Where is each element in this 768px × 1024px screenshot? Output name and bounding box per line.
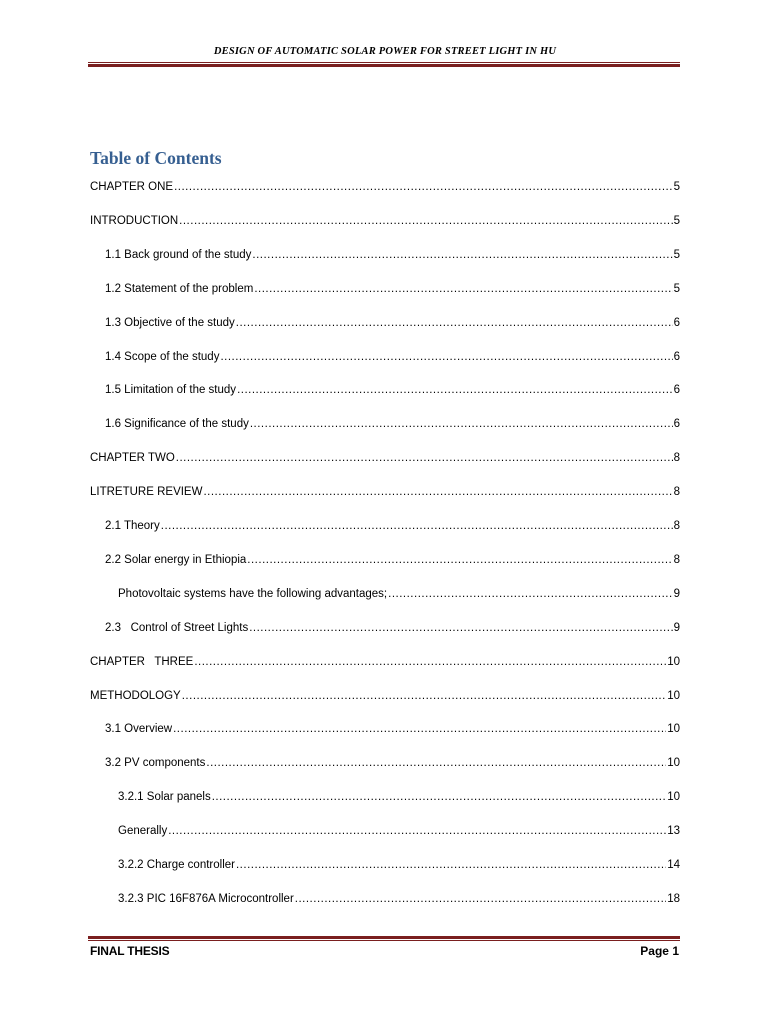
toc-entry-label: 1.5 Limitation of the study (105, 384, 237, 397)
toc-entry-label: 1.1 Back ground of the study (105, 248, 252, 261)
toc-entry-label: 3.2.2 Charge controller (118, 859, 235, 871)
running-header: DESIGN OF AUTOMATIC SOLAR POWER FOR STREET LIGHT IN HU (213, 46, 557, 57)
toc-entry-page: 6 (673, 384, 680, 397)
toc-dot-leader (250, 418, 673, 430)
toc-entry-page: 6 (673, 418, 680, 431)
toc-entry-label: 3.1 Overview (105, 723, 173, 736)
toc-entry[interactable] (105, 351, 680, 371)
footer-rule-thin (88, 940, 680, 941)
toc-entry-page: 13 (667, 825, 680, 838)
toc-entry-label: 2.2 Solar energy in Ethiopia (105, 553, 247, 566)
toc-entry[interactable] (105, 757, 680, 777)
toc-dot-leader (220, 351, 672, 363)
toc-entry-page: 8 (673, 520, 680, 532)
toc-entry-page: 10 (667, 723, 680, 736)
toc-dot-leader (168, 825, 666, 837)
toc-entry-page: 10 (667, 757, 680, 770)
toc-entry[interactable] (105, 520, 680, 540)
footer-page-number: Page 1 (640, 944, 679, 958)
toc-dot-leader (179, 215, 672, 227)
toc-entry-label: 2.3 Control of Street Lights (105, 621, 249, 634)
toc-dot-leader (247, 554, 672, 566)
toc-title: Table of Contents (90, 148, 222, 168)
toc-dot-leader (161, 520, 673, 532)
toc-dot-leader (206, 757, 666, 769)
toc-entry[interactable] (105, 554, 680, 574)
toc-entry-label: LITRETURE REVIEW (90, 486, 203, 499)
toc-entry-page: 6 (673, 316, 680, 329)
toc-entry-label: 2.1 Theory (105, 520, 160, 532)
toc-entry[interactable] (90, 215, 680, 235)
toc-entry-page: 10 (667, 655, 680, 668)
toc-dot-leader (173, 723, 666, 735)
toc-dot-leader (388, 588, 672, 600)
toc-entry-label: CHAPTER THREE (90, 655, 194, 668)
toc-entry[interactable] (105, 317, 680, 337)
toc-entry-label: 3.2.1 Solar panels (118, 791, 211, 804)
toc-dot-leader (249, 622, 672, 634)
toc-entry[interactable] (118, 893, 680, 913)
toc-entry-page: 5 (673, 214, 680, 227)
toc-entry[interactable] (90, 690, 680, 710)
toc-dot-leader (252, 249, 672, 261)
toc-entry-page: 8 (673, 553, 680, 566)
toc-entry-label: 3.2.3 PIC 16F876A Microcontroller (118, 892, 294, 905)
toc-dot-leader (203, 486, 672, 498)
toc-entry[interactable] (90, 656, 680, 676)
header-rule-thick (88, 64, 680, 67)
toc-entry-page: 8 (673, 486, 680, 499)
toc-entry-label: 1.2 Statement of the problem (105, 282, 254, 295)
toc-entry-page: 14 (667, 859, 680, 871)
toc-entry-label: INTRODUCTION (90, 214, 179, 227)
toc-entry-page: 8 (673, 452, 680, 465)
toc-dot-leader (174, 181, 673, 193)
toc-dot-leader (237, 384, 673, 396)
toc-entry-page: 6 (673, 350, 680, 363)
toc-entry-page: 10 (667, 689, 680, 702)
toc-dot-leader (236, 859, 666, 871)
toc-entry[interactable] (118, 825, 680, 845)
toc-entry-label: 1.6 Significance of the study (105, 418, 249, 431)
header-rule-thin (88, 62, 680, 63)
toc-entry[interactable] (90, 486, 680, 506)
toc-dot-leader (194, 656, 666, 668)
toc-entry-label: CHAPTER TWO (90, 452, 175, 465)
toc-entry-label: 3.2 PV components (105, 757, 206, 770)
toc-entry[interactable] (105, 723, 680, 743)
toc-entry-page: 18 (667, 892, 680, 905)
toc-entry-page: 5 (673, 282, 680, 295)
toc-dot-leader (295, 893, 666, 905)
toc-entry[interactable] (105, 283, 680, 303)
footer-label: FINAL THESIS (90, 944, 170, 958)
toc-dot-leader (254, 283, 672, 295)
toc-dot-leader (212, 791, 667, 803)
toc-entry[interactable] (90, 452, 680, 472)
toc-entry-label: 1.4 Scope of the study (105, 350, 220, 363)
toc-entry[interactable] (105, 384, 680, 404)
toc-entry-page: 5 (673, 181, 680, 193)
toc-entry[interactable] (118, 791, 680, 811)
toc-dot-leader (176, 452, 673, 464)
toc-entry-label: 1.3 Objective of the study (105, 316, 235, 329)
toc-entry-label: Generally (118, 825, 168, 838)
toc-entry-page: 9 (673, 587, 680, 600)
toc-entry[interactable] (105, 418, 680, 438)
toc-entry-page: 9 (673, 621, 680, 634)
toc-dot-leader (236, 317, 673, 329)
toc-dot-leader (182, 690, 666, 702)
toc-entry-label: CHAPTER ONE (90, 181, 174, 193)
toc-entry[interactable] (118, 859, 680, 879)
toc-entry-label: METHODOLOGY (90, 689, 181, 702)
toc-entry-label: Photovoltaic systems have the following advantages; (118, 587, 388, 600)
toc-entry[interactable] (118, 588, 680, 608)
toc-entry[interactable] (90, 181, 680, 201)
toc-entry[interactable] (105, 622, 680, 642)
footer-rule-thick (88, 936, 680, 939)
toc-entry-page: 10 (667, 791, 680, 804)
toc-entry-page: 5 (673, 248, 680, 261)
toc-entry[interactable] (105, 249, 680, 269)
